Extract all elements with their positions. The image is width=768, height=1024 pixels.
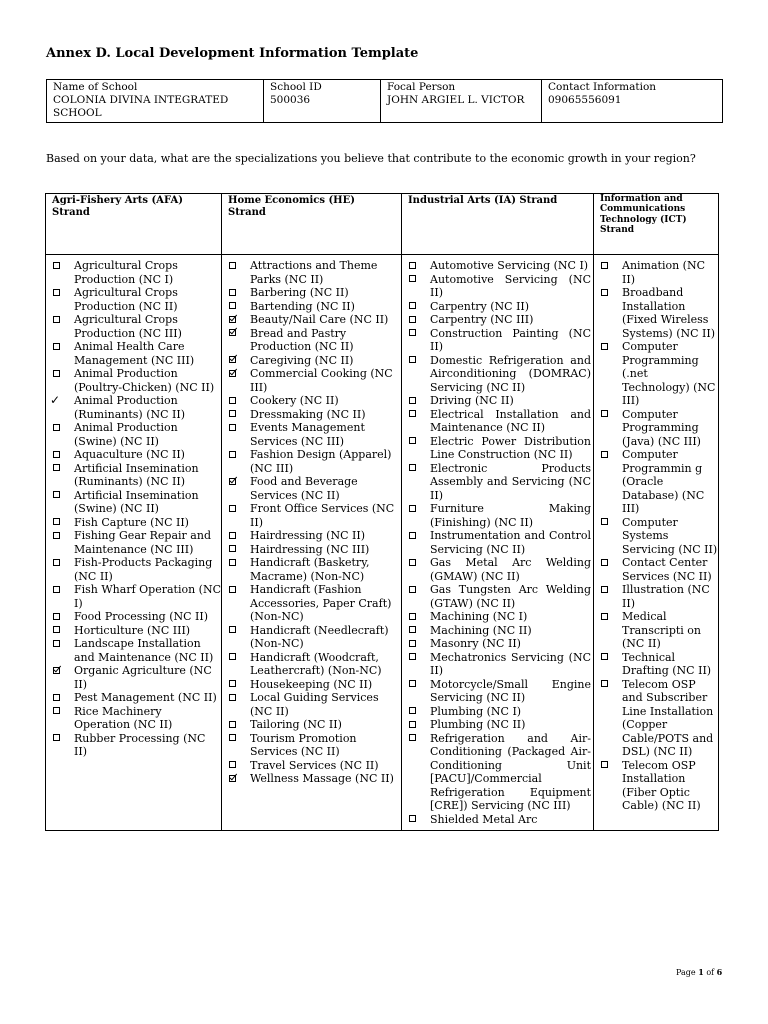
ia-item-label: Machining (NC I) (430, 610, 528, 623)
ict-item-label: Computer Programming (.net Technology) (NC III) (622, 340, 716, 407)
afa-item-label: Animal Production (Ruminants) (NC II) (74, 394, 185, 421)
checkbox-icon[interactable] (409, 815, 416, 822)
checkbox-icon[interactable] (409, 559, 416, 566)
footer-current-page: 1 (698, 967, 704, 977)
checkbox-icon[interactable] (229, 626, 236, 633)
checkbox-icon[interactable] (229, 410, 236, 417)
checkbox-icon[interactable] (409, 626, 416, 633)
checked-checkbox-icon[interactable] (229, 370, 236, 377)
he-item[interactable] (228, 300, 401, 314)
he-item[interactable] (228, 759, 401, 773)
ia-item[interactable] (408, 300, 593, 314)
ia-column (402, 255, 594, 831)
ict-item[interactable] (600, 340, 718, 408)
checkbox-icon[interactable] (409, 437, 416, 444)
checkbox-icon[interactable] (229, 721, 236, 728)
checked-checkbox-icon[interactable] (229, 775, 236, 782)
afa-item-label: Artificial Insemination (Ruminants) (NC II) (74, 461, 199, 488)
he-item-label: Wellness Massage (NC II) (250, 772, 394, 785)
he-item[interactable] (228, 354, 401, 368)
checkbox-icon[interactable] (409, 329, 416, 336)
ict-item[interactable] (600, 610, 718, 651)
checkbox-icon[interactable] (229, 532, 236, 539)
checkbox-icon[interactable] (601, 410, 608, 417)
school-name-label: Name of School (53, 81, 138, 93)
ia-item-label: Instrumentation and Control Servicing (NC II) (430, 529, 591, 556)
checkbox-icon[interactable] (409, 721, 416, 728)
checkbox-icon[interactable] (601, 653, 608, 660)
ict-item-label: Technical Drafting (NC II) (622, 650, 712, 677)
checkbox-icon[interactable] (409, 532, 416, 539)
he-item-label: Handicraft (Basketry, Macrame) (Non-NC) (250, 556, 370, 583)
ict-strand-header: Information and Communications Technology (ICT) Strand (594, 194, 719, 255)
checkbox-icon[interactable] (53, 559, 60, 566)
he-item[interactable] (228, 259, 401, 286)
ia-item-label: Mechatronics Servicing (NC II) (430, 650, 591, 677)
ia-item[interactable] (408, 529, 593, 556)
afa-item-label: Agricultural Crops Production (NC I) (74, 259, 178, 286)
he-item-label: Hairdressing (NC II) (250, 529, 365, 542)
checkbox-icon[interactable] (409, 505, 416, 512)
checkbox-icon[interactable] (53, 262, 60, 269)
checked-checkbox-icon[interactable] (229, 356, 236, 363)
checkbox-icon[interactable] (601, 761, 608, 768)
question-text: Based on your data, what are the specializations you believe that contribute to the economic growth in your region? (46, 152, 696, 165)
checkbox-icon[interactable] (601, 586, 608, 593)
he-item-label: Dressmaking (NC II) (250, 407, 366, 421)
school-id-cell (264, 80, 381, 123)
he-item[interactable] (228, 651, 401, 678)
he-item-label: Local Guiding Services (NC II) (250, 691, 379, 718)
checkbox-icon[interactable] (229, 289, 236, 296)
ict-item[interactable] (600, 678, 718, 759)
ia-item[interactable] (408, 273, 593, 300)
checkbox-icon[interactable] (409, 653, 416, 660)
afa-item[interactable] (52, 489, 221, 516)
afa-item-label: Animal Production (Swine) (NC II) (74, 421, 178, 448)
ia-item[interactable] (408, 624, 593, 638)
he-column (222, 255, 402, 831)
school-id-label: School ID (270, 81, 322, 93)
ia-item[interactable] (408, 462, 593, 503)
he-item[interactable] (228, 313, 401, 327)
he-item[interactable] (228, 529, 401, 543)
he-strand-header: Home Economics (HE) Strand (222, 194, 402, 255)
contact-info-value: 09065556091 (548, 94, 622, 106)
ict-item[interactable] (600, 408, 718, 449)
he-item-label: Caregiving (NC II) (250, 353, 354, 367)
ia-item[interactable] (408, 408, 593, 435)
checkbox-icon[interactable] (229, 262, 236, 269)
he-item-label: Attractions and Theme Parks (NC II) (250, 259, 378, 286)
checkbox-icon[interactable] (229, 653, 236, 660)
ict-item[interactable] (600, 448, 718, 516)
afa-item[interactable] (52, 583, 221, 610)
ia-item[interactable] (408, 637, 593, 651)
ict-column (594, 255, 719, 831)
afa-item[interactable] (52, 421, 221, 448)
he-item-label: Tourism Promotion Services (NC II) (250, 731, 357, 758)
checkbox-icon[interactable] (53, 518, 60, 525)
afa-item[interactable] (52, 705, 221, 732)
afa-item-label: Aquaculture (NC II) (74, 448, 185, 461)
checkbox-icon[interactable] (53, 451, 60, 458)
afa-item-label: Agricultural Crops Production (NC III) (74, 313, 182, 340)
he-item-label: Commercial Cooking (NC III) (250, 367, 393, 394)
focal-person-cell (381, 80, 542, 123)
ict-item[interactable] (600, 651, 718, 678)
checkbox-icon[interactable] (409, 707, 416, 714)
afa-item[interactable] (52, 664, 221, 691)
ia-item[interactable] (408, 313, 593, 327)
he-item[interactable] (228, 286, 401, 300)
checked-checkbox-icon[interactable] (229, 478, 236, 485)
checkbox-icon[interactable] (409, 356, 416, 363)
ia-strand-header: Industrial Arts (IA) Strand (402, 194, 594, 255)
ia-item-label: Shielded Metal Arc (430, 812, 538, 826)
checkbox-icon[interactable] (229, 424, 236, 431)
focal-person-label: Focal Person (387, 81, 456, 93)
checkbox-icon[interactable] (53, 491, 60, 498)
he-item-label: Handicraft (Needlecraft) (Non-NC) (250, 623, 389, 650)
he-item[interactable] (228, 421, 401, 448)
contact-info-cell (542, 80, 723, 123)
ia-item[interactable] (408, 259, 593, 273)
he-item[interactable] (228, 367, 401, 394)
ia-item-label: Gas Tungsten Arc Welding (GTAW) (NC II) (430, 583, 591, 610)
ict-item[interactable] (600, 583, 718, 610)
afa-item[interactable] (52, 516, 221, 530)
checkmark-icon[interactable]: ✓ (50, 393, 61, 407)
he-item-label: Bread and Pastry Production (NC II) (250, 326, 354, 353)
ia-item[interactable] (408, 327, 593, 354)
afa-item[interactable] (52, 367, 221, 394)
checkbox-icon[interactable] (409, 680, 416, 687)
afa-item[interactable] (52, 610, 221, 624)
ict-list (600, 259, 718, 813)
checkbox-icon[interactable] (229, 397, 236, 404)
ict-item-label: Medical Transcripti on (NC II) (622, 610, 702, 650)
checkbox-icon[interactable] (229, 302, 236, 309)
afa-column (46, 255, 222, 831)
he-item[interactable] (228, 678, 401, 692)
ia-item-label: Domestic Refrigeration and Airconditioning (DOMRAC) Servicing (NC II) (430, 353, 591, 394)
he-item[interactable] (228, 408, 401, 422)
ia-item-label: Motorcycle/Small Engine Servicing (NC II) (430, 677, 591, 704)
checkbox-icon[interactable] (53, 289, 60, 296)
ia-item-label: Electronic Products Assembly and Servicing (NC II) (430, 461, 591, 502)
he-item-label: Food and Beverage Services (NC II) (250, 475, 358, 502)
he-item[interactable] (228, 718, 401, 732)
ict-item-label: Telecom OSP Installation (Fiber Optic Cable) (NC II) (622, 758, 701, 812)
ict-item[interactable] (600, 759, 718, 813)
checked-checkbox-icon[interactable] (229, 316, 236, 323)
checkbox-icon[interactable] (53, 343, 60, 350)
checkbox-icon[interactable] (409, 613, 416, 620)
footer-middle: of (703, 968, 717, 977)
afa-item-label: Rice Machinery Operation (NC II) (74, 704, 173, 731)
ia-item-label: Carpentry (NC II) (430, 299, 530, 313)
ia-item[interactable] (408, 651, 593, 678)
ict-item-label: Telecom OSP and Subscriber Line Installation (Copper Cable/POTS and DSL) (NC II) (622, 677, 714, 758)
he-item[interactable] (228, 624, 401, 651)
ia-item-label: Plumbing (NC II) (430, 718, 526, 731)
ia-item-label: Masonry (NC II) (430, 637, 521, 650)
checkbox-icon[interactable] (409, 410, 416, 417)
school-info-table (46, 79, 723, 123)
ia-item[interactable] (408, 394, 593, 408)
ia-item-label: Gas Metal Arc Welding (GMAW) (NC II) (430, 556, 591, 583)
checkbox-icon[interactable] (409, 275, 416, 282)
checkbox-icon[interactable] (53, 626, 60, 633)
school-name-value: COLONIA DIVINA INTEGRATED SCHOOL (53, 94, 229, 119)
contact-info-label: Contact Information (548, 81, 657, 93)
he-item-label: Hairdressing (NC III) (250, 542, 370, 556)
checkbox-icon[interactable] (409, 464, 416, 471)
checked-checkbox-icon[interactable] (53, 667, 60, 674)
checkbox-icon[interactable] (601, 518, 608, 525)
he-item-label: Housekeeping (NC II) (250, 677, 373, 691)
afa-item[interactable] (52, 637, 221, 664)
ia-item-label: Refrigeration and Air-Conditioning (Packaged Air- Conditioning Unit [PACU]/Commercial Refrigeration Equipment [CRE]) Servicing (NC III) (430, 731, 591, 812)
checkbox-icon[interactable] (229, 680, 236, 687)
checkbox-icon[interactable] (601, 262, 608, 269)
checkbox-icon[interactable] (409, 262, 416, 269)
he-item-label: Bartending (NC II) (250, 299, 355, 313)
checkbox-icon[interactable] (229, 586, 236, 593)
ia-item[interactable] (408, 556, 593, 583)
ia-item-label: Driving (NC II) (430, 394, 514, 407)
afa-strand-header: Agri-Fishery Arts (AFA) Strand (46, 194, 222, 255)
afa-item-label: Horticulture (NC III) (74, 623, 191, 637)
checkbox-icon[interactable] (601, 343, 608, 350)
ia-item-label: Electrical Installation and Maintenance (NC II) (430, 407, 591, 434)
ict-item[interactable] (600, 556, 718, 583)
afa-item[interactable] (52, 691, 221, 705)
ia-item[interactable] (408, 354, 593, 395)
afa-item[interactable] (52, 313, 221, 340)
ict-item-label: Contact Center Services (NC II) (622, 556, 712, 583)
checkbox-icon[interactable] (53, 694, 60, 701)
afa-item-label: Landscape Installation and Maintenance (NC II) (74, 637, 214, 664)
he-item[interactable] (228, 732, 401, 759)
checkbox-icon[interactable] (601, 613, 608, 620)
ia-item[interactable] (408, 502, 593, 529)
ia-item[interactable] (408, 435, 593, 462)
afa-item[interactable] (52, 556, 221, 583)
checkbox-icon[interactable] (409, 640, 416, 647)
he-item-label: Handicraft (Woodcraft, Leathercraft) (Non-NC) (250, 650, 382, 677)
afa-item-label: Fish-Products Packaging (NC II) (74, 556, 213, 583)
afa-item[interactable] (52, 259, 221, 286)
checkbox-icon[interactable] (409, 302, 416, 309)
afa-item[interactable] (52, 448, 221, 462)
afa-item-label: Organic Agriculture (NC II) (74, 664, 212, 691)
he-item-label: Beauty/Nail Care (NC II) (250, 313, 389, 326)
he-item-label: Fashion Design (Apparel) (NC III) (250, 448, 392, 475)
ia-item-label: Carpentry (NC III) (430, 313, 534, 326)
school-name-cell (47, 80, 264, 123)
page-footer (676, 967, 722, 977)
he-item-label: Barbering (NC II) (250, 286, 349, 299)
afa-item-label: Food Processing (NC II) (74, 610, 209, 623)
he-item[interactable] (228, 543, 401, 557)
ict-item-label: Computer Programming (Java) (NC III) (622, 407, 701, 448)
checkbox-icon[interactable] (53, 640, 60, 647)
checkbox-icon[interactable] (229, 559, 236, 566)
checkbox-icon[interactable] (53, 464, 60, 471)
checkbox-icon[interactable] (229, 505, 236, 512)
ict-item-label: Broadband Installation (Fixed Wireless Systems) (NC II) (622, 286, 716, 340)
footer-total-pages: 6 (716, 967, 723, 977)
afa-item[interactable] (52, 529, 221, 556)
ia-item[interactable] (408, 610, 593, 624)
ia-item-label: Automotive Servicing (NC II) (430, 272, 591, 299)
ia-item-label: Automotive Servicing (NC I) (430, 259, 589, 272)
ia-item[interactable] (408, 678, 593, 705)
afa-item-label: Pest Management (NC II) (74, 691, 217, 704)
specializations-table (45, 193, 719, 831)
checkbox-icon[interactable] (229, 694, 236, 701)
checkbox-icon[interactable] (53, 316, 60, 323)
ict-item[interactable] (600, 286, 718, 340)
focal-person-value: JOHN ARGIEL L. VICTOR (387, 94, 525, 106)
page-title: Annex D. Local Development Information Template (46, 46, 419, 61)
ia-item[interactable] (408, 732, 593, 813)
ict-item-label: Illustration (NC II) (622, 583, 710, 610)
afa-item-label: Fishing Gear Repair and Maintenance (NC III) (74, 529, 211, 556)
afa-item-label: Artificial Insemination (Swine) (NC II) (74, 488, 199, 515)
afa-item[interactable] (52, 340, 221, 367)
he-item[interactable] (228, 502, 401, 529)
footer-prefix: Page (676, 968, 699, 977)
checkbox-icon[interactable] (409, 397, 416, 404)
checkbox-icon[interactable] (53, 424, 60, 431)
he-item[interactable] (228, 583, 401, 624)
checkbox-icon[interactable] (53, 613, 60, 620)
he-item-label: Events Management Services (NC III) (250, 421, 365, 448)
checked-checkbox-icon[interactable] (229, 329, 236, 336)
he-item[interactable] (228, 691, 401, 718)
he-item[interactable] (228, 327, 401, 354)
checkbox-icon[interactable] (229, 545, 236, 552)
ia-item[interactable] (408, 718, 593, 732)
he-list (228, 259, 401, 786)
ia-list (408, 259, 593, 826)
he-item[interactable] (228, 556, 401, 583)
he-item[interactable] (228, 448, 401, 475)
he-item-label: Front Office Services (NC II) (250, 502, 395, 529)
checkbox-icon[interactable] (601, 680, 608, 687)
afa-item[interactable] (52, 732, 221, 759)
ict-item[interactable] (600, 516, 718, 557)
ia-item[interactable] (408, 813, 593, 827)
checkbox-icon[interactable] (601, 289, 608, 296)
checkbox-icon[interactable] (53, 734, 60, 741)
checkbox-icon[interactable] (601, 559, 608, 566)
ia-item[interactable] (408, 705, 593, 719)
checkbox-icon[interactable] (229, 761, 236, 768)
he-item[interactable] (228, 394, 401, 408)
he-item-label: Tailoring (NC II) (250, 718, 342, 731)
checkbox-icon[interactable] (53, 707, 60, 714)
ia-item-label: Construction Painting (NC II) (430, 326, 591, 353)
ia-item-label: Electric Power Distribution Line Construction (NC II) (430, 434, 591, 461)
he-item[interactable] (228, 475, 401, 502)
he-item-label: Cookery (NC II) (250, 394, 339, 407)
ict-item-label: Animation (NC II) (622, 259, 706, 286)
ia-item[interactable] (408, 583, 593, 610)
checkbox-icon[interactable] (229, 734, 236, 741)
checkbox-icon[interactable] (409, 586, 416, 593)
ia-item-label: Plumbing (NC I) (430, 704, 522, 718)
ia-item-label: Machining (NC II) (430, 623, 532, 637)
checkbox-icon[interactable] (53, 370, 60, 377)
afa-item[interactable] (52, 624, 221, 638)
school-id-value: 500036 (270, 94, 311, 106)
afa-item-label: Fish Capture (NC II) (74, 515, 189, 529)
afa-item-label: Animal Health Care Management (NC III) (74, 340, 195, 367)
afa-item[interactable] (52, 394, 221, 421)
he-item[interactable] (228, 772, 401, 786)
ict-item[interactable] (600, 259, 718, 286)
afa-list (52, 259, 221, 759)
afa-item-label: Rubber Processing (NC II) (74, 731, 206, 758)
afa-item-label: Fish Wharf Operation (NC I) (74, 583, 222, 610)
checkbox-icon[interactable] (53, 532, 60, 539)
checkbox-icon[interactable] (409, 316, 416, 323)
ia-item-label: Furniture Making (Finishing) (NC II) (430, 502, 591, 529)
afa-item-label: Animal Production (Poultry-Chicken) (NC II) (74, 367, 215, 394)
afa-item-label: Agricultural Crops Production (NC II) (74, 286, 178, 313)
he-item-label: Travel Services (NC II) (250, 758, 379, 772)
he-item-label: Handicraft (Fashion Accessories, Paper Craft) (Non-NC) (250, 583, 392, 623)
ict-item-label: Computer Programmin g (Oracle Database) (NC III) (622, 448, 705, 515)
checkbox-icon[interactable] (409, 734, 416, 741)
checkbox-icon[interactable] (53, 586, 60, 593)
afa-item[interactable] (52, 462, 221, 489)
checkbox-icon[interactable] (601, 451, 608, 458)
checkbox-icon[interactable] (229, 451, 236, 458)
ict-item-label: Computer Systems Servicing (NC II) (622, 515, 718, 556)
afa-item[interactable] (52, 286, 221, 313)
